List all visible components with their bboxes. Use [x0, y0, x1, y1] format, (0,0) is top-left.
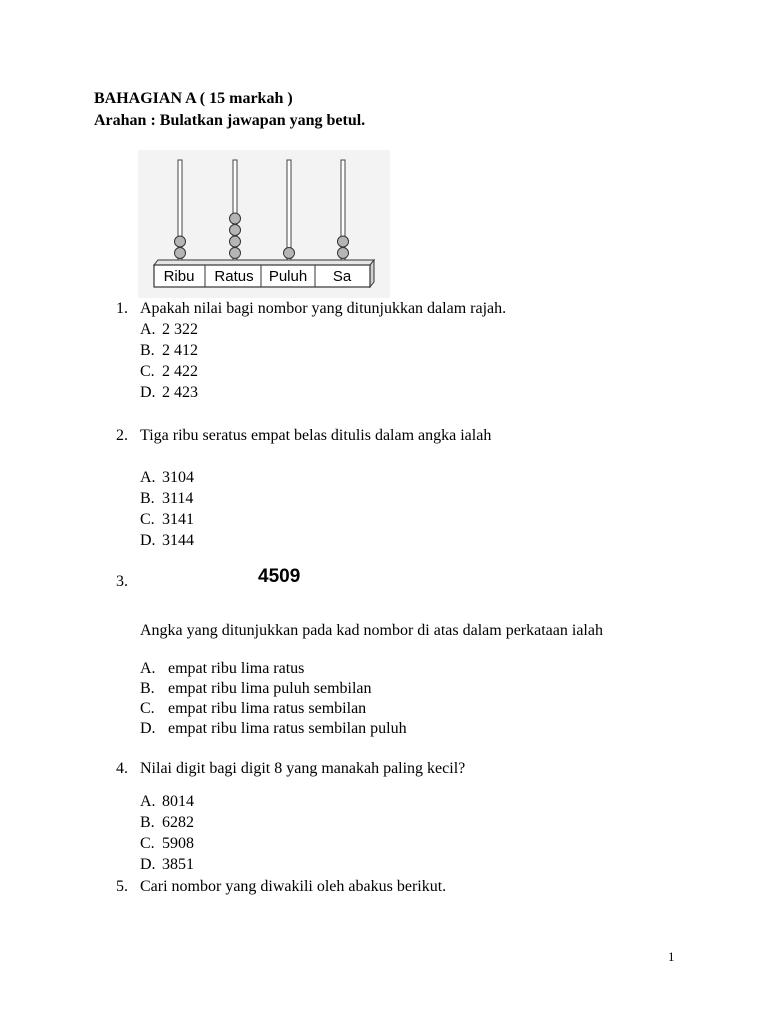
question-2-text: Tiga ribu seratus empat belas ditulis dalam angka ialah [140, 427, 492, 444]
q2-option-b[interactable]: B. 3114 [140, 490, 194, 507]
page-number: 1 [668, 949, 675, 964]
abacus-bead [230, 236, 241, 247]
abacus-bead [338, 236, 349, 247]
q3-option-b[interactable]: B. empat ribu lima puluh sembilan [140, 680, 372, 697]
instruction-text: Arahan : Bulatkan jawapan yang betul. [94, 112, 366, 129]
q3-option-a[interactable]: A. empat ribu lima ratus [140, 660, 305, 677]
q4-option-c[interactable]: C. 5908 [140, 835, 194, 852]
section-title: BAHAGIAN A ( 15 markah ) [94, 90, 293, 107]
question-3-number: 3. [116, 573, 128, 590]
q4-option-d[interactable]: D. 3851 [140, 856, 194, 873]
abacus-bead [230, 213, 241, 224]
abacus-label-puluh: Puluh [268, 268, 308, 285]
q1-option-d[interactable]: D. 2 423 [140, 384, 198, 401]
q4-option-a[interactable]: A. 8014 [140, 793, 194, 810]
question-5-number: 5. [116, 878, 128, 895]
abacus-bead [338, 248, 349, 259]
q1-option-c[interactable]: C. 2 422 [140, 363, 198, 380]
q2-option-d[interactable]: D. 3144 [140, 532, 194, 549]
q4-option-b[interactable]: B. 6282 [140, 814, 194, 831]
abacus-bead [230, 225, 241, 236]
abacus-bead [230, 248, 241, 259]
q2-option-a[interactable]: A. 3104 [140, 469, 194, 486]
abacus-label-ribu: Ribu [163, 268, 195, 285]
q2-option-c[interactable]: C. 3141 [140, 511, 194, 528]
abacus-label-sa: Sa [332, 268, 352, 285]
question-4-number: 4. [116, 760, 128, 777]
question-3-text: Angka yang ditunjukkan pada kad nombor di atas dalam perkataan ialah [140, 622, 603, 639]
question-2-number: 2. [116, 427, 128, 444]
q1-option-a[interactable]: A. 2 322 [140, 321, 198, 338]
abacus-bead [175, 236, 186, 247]
question-4-text: Nilai digit bagi digit 8 yang manakah paling kecil? [140, 760, 466, 777]
number-card: 4509 [258, 566, 301, 587]
question-1-text: Apakah nilai bagi nombor yang ditunjukkan dalam rajah. [140, 300, 507, 317]
abacus-figure [138, 150, 390, 298]
question-5-text: Cari nombor yang diwakili oleh abakus berikut. [140, 878, 447, 895]
abacus-bead [175, 248, 186, 259]
abacus-bead [284, 248, 295, 259]
q3-option-d[interactable]: D. empat ribu lima ratus sembilan puluh [140, 720, 407, 737]
q1-option-b[interactable]: B. 2 412 [140, 342, 198, 359]
question-1-number: 1. [116, 300, 128, 317]
q3-option-c[interactable]: C. empat ribu lima ratus sembilan [140, 700, 367, 717]
abacus-label-ratus: Ratus [214, 268, 254, 285]
